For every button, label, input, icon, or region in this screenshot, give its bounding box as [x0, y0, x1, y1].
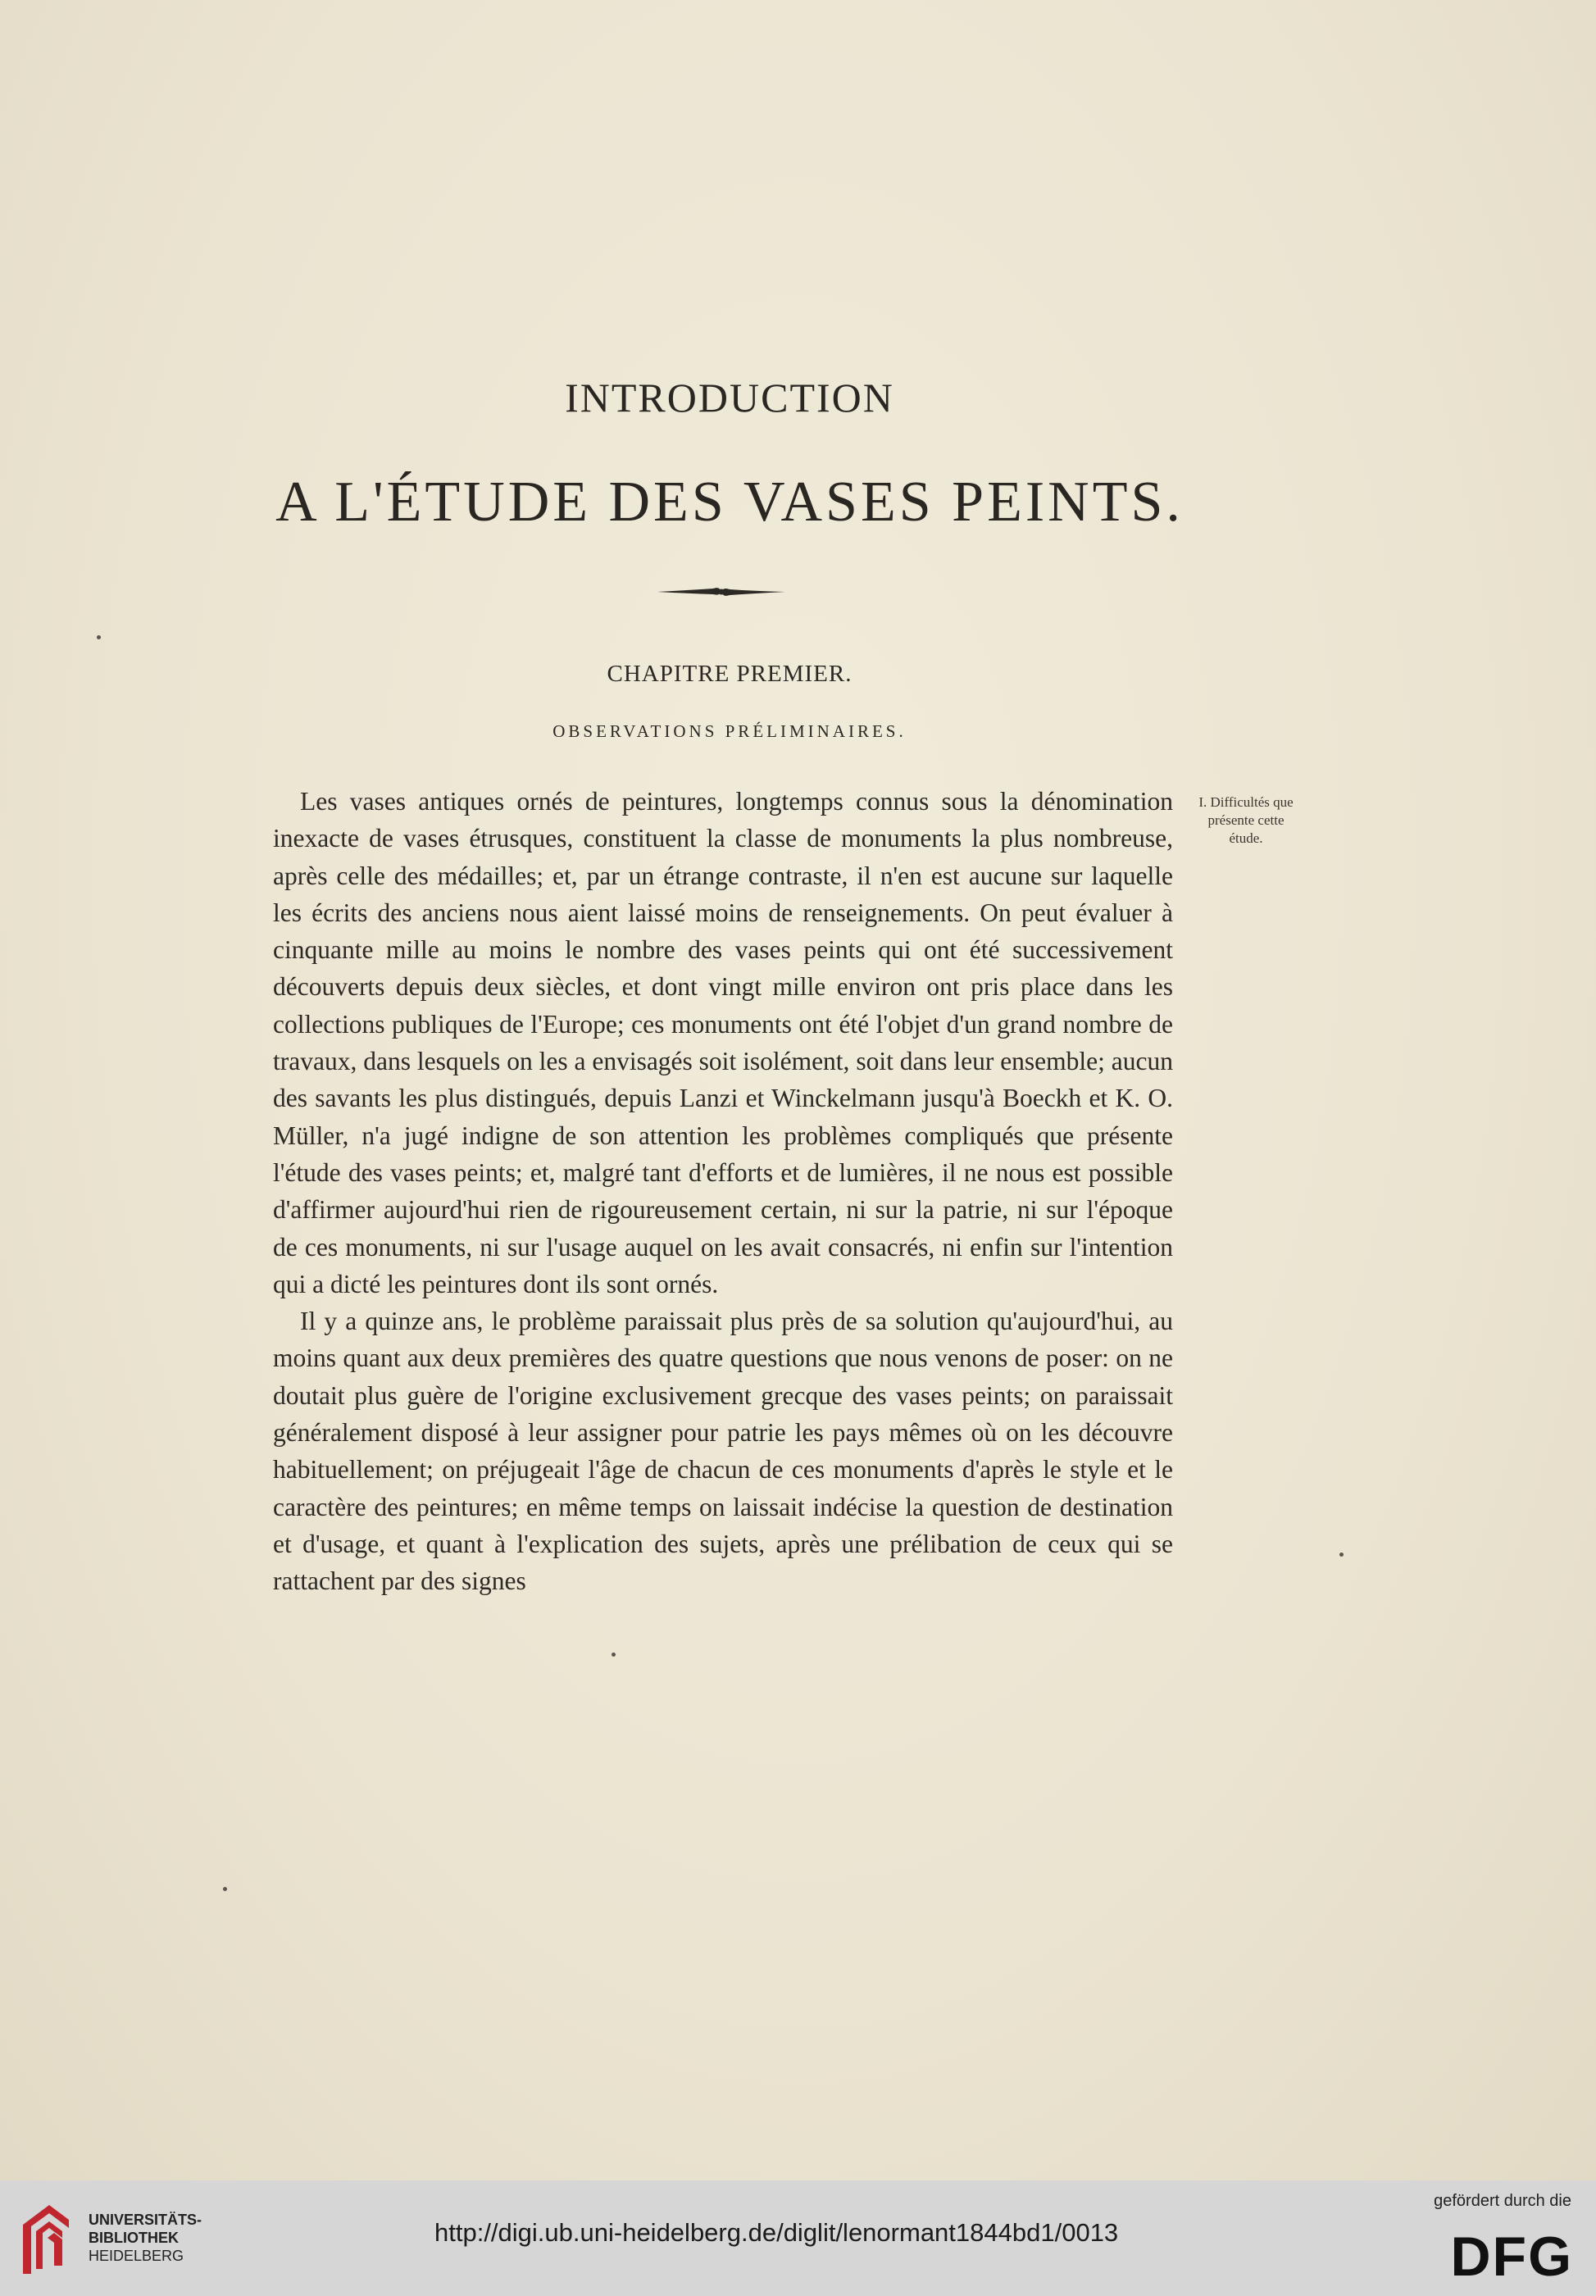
- title-line-1: INTRODUCTION: [565, 375, 894, 421]
- body-text: [273, 783, 1173, 1600]
- permalink-url[interactable]: http://digi.ub.uni-heidelberg.de/diglit/lenormant1844bd1/0013: [434, 2218, 1119, 2247]
- dfg-logo: DFG: [1450, 2226, 1573, 2288]
- funding-caption: gefördert durch die: [1434, 2192, 1571, 2210]
- paragraph-2: Il y a quinze ans, le problème paraissait plus près de sa solution qu'aujourd'hui, au moins quant aux deux premières des quatre questions que nous venons de poser: on ne doutait plus guère de l'origine exclusivement grecque des vases peints; on paraissait généralement disposé à leur assigner pour patrie les pays mêmes où on les découvre habituellement; on préjugeait l'âge de chacun de ces monuments d'après le style et le caractère des peintures; en même temps on laissait indécise la question de destination et d'usage, et quant à l'explication des sujets, après une prélibation de ceux qui se rattachent par des signes: [273, 1307, 1173, 1596]
- paragraph-1: Les vases antiques ornés de peintures, longtemps connus sous la dénomination inexacte de vases étrusques, constituent la classe de monuments la plus nombreuse, après celle des médailles; et, par un étrange contraste, il n'en est aucune sur laquelle les écrits des anciens nous aient laissé moins de renseignements. On peut évaluer à cinquante mille au moins le nombre des vases peints qui ont été successivement découverts depuis deux siècles, et dont vingt mille environ ont pris place dans les collections publiques de l'Europe; ces monuments ont été l'objet d'un grand nombre de travaux, dans lesquels on les a envisagés soit isolément, soit dans leur ensemble; aucun des savants les plus distingués, depuis Lanzi et Winckelmann jusqu'à Boeckh et K. O. Müller, n'a jugé indigne de son attention les problèmes compliqués que présente l'étude des vases peints; et, malgré tant d'efforts et de lumières, il ne nous est possible d'affirmer aujourd'hui rien de rigoureusement certain, ni sur la patrie, ni sur l'époque de ces monuments, ni sur l'usage auquel on les avait consacrés, ni enfin sur l'intention qui a dicté les peintures dont ils sont ornés.: [273, 787, 1173, 1298]
- title-line-2: A L'ÉTUDE DES VASES PEINTS.: [275, 471, 1184, 534]
- ink-speck: [612, 1653, 616, 1657]
- library-name: [89, 2211, 202, 2265]
- section-subtitle: OBSERVATIONS PRÉLIMINAIRES.: [552, 721, 907, 741]
- footer-bar: [0, 2180, 1596, 2296]
- ink-speck: [97, 635, 101, 639]
- ink-speck: [223, 1887, 227, 1891]
- university-library-logo-icon: [16, 2200, 74, 2280]
- ink-speck: [1339, 1553, 1344, 1557]
- library-name-line-3: HEIDELBERG: [89, 2248, 184, 2264]
- chapter-heading: CHAPITRE PREMIER.: [607, 661, 853, 687]
- library-name-line-1: UNIVERSITÄTS-: [89, 2212, 202, 2228]
- ornament-divider: [656, 584, 787, 600]
- library-name-line-2: BIBLIOTHEK: [89, 2230, 179, 2246]
- margin-note: I. Difficultés que présente cette étude.: [1198, 794, 1294, 846]
